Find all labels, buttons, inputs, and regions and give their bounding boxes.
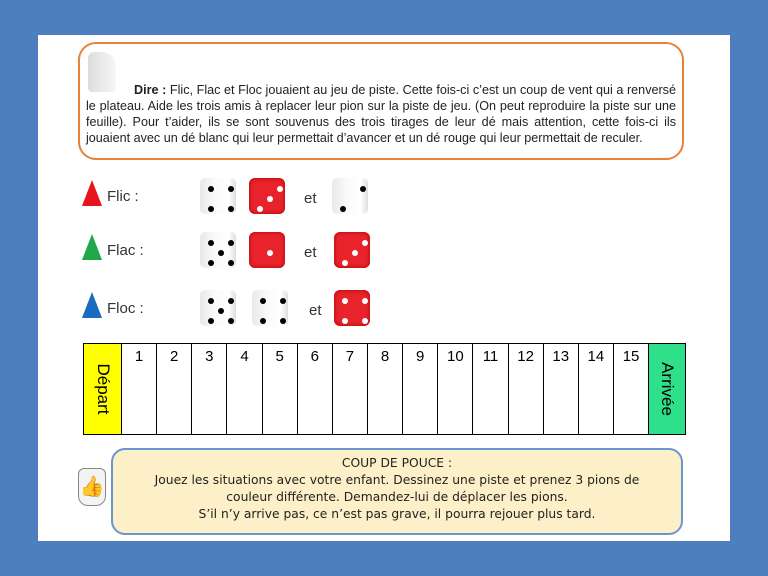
red-die-1 (249, 232, 285, 268)
die-pip (218, 250, 224, 256)
track-cell: 15 (614, 344, 649, 434)
red-die-3 (334, 232, 370, 268)
tip-line: couleur différente. Demandez-lui de déplacer les pions. (226, 490, 568, 504)
track-cell: 8 (368, 344, 403, 434)
track-cell: 10 (438, 344, 473, 434)
die-pip (360, 186, 366, 192)
track-cell: 2 (157, 344, 192, 434)
die-pip (208, 186, 214, 192)
instruction-box (78, 42, 684, 160)
player-name: Floc : (107, 300, 144, 317)
die-pip (208, 206, 214, 212)
die-pip (352, 250, 358, 256)
pawn-icon (82, 292, 102, 318)
worksheet-page (38, 35, 730, 541)
et-label: et (304, 190, 317, 207)
white-die-2 (332, 178, 368, 214)
die-pip (208, 318, 214, 324)
die-pip (257, 206, 263, 212)
player-row (82, 290, 402, 330)
pawn-icon (82, 234, 102, 260)
dire-body: Flic, Flac et Floc jouaient au jeu de piste. Cette fois-ci c’est un coup de vent qui a renversé le plateau. Aide les trois amis à replacer leur pion sur la piste de jeu. (On peut reproduire la piste sur une feuille). Pour t’aider, ils se sont souvenus des trois tirages de leur dé mais attention, cette fois-ci ils jouaient avec un dé blanc qui leur permettait d’avancer et un dé rouge qui leur permettait de reculer. (86, 83, 676, 145)
red-die-4 (334, 290, 370, 326)
die-pip (228, 186, 234, 192)
die-pip (228, 206, 234, 212)
die-pip (277, 186, 283, 192)
tip-box (111, 448, 683, 535)
die-pip (342, 318, 348, 324)
track-cell: 3 (192, 344, 227, 434)
die-pip (228, 260, 234, 266)
die-pip (228, 240, 234, 246)
track-cell: 14 (579, 344, 614, 434)
player-name: Flic : (107, 188, 139, 205)
die-pip (362, 298, 368, 304)
die-pip (267, 196, 273, 202)
die-pip (208, 260, 214, 266)
die-pip (340, 206, 346, 212)
player-row (82, 232, 402, 272)
track-end (649, 344, 685, 434)
die-pip (342, 260, 348, 266)
die-pip (267, 250, 273, 256)
die-pip (362, 240, 368, 246)
start-label: Départ (93, 363, 113, 415)
die-pip (228, 298, 234, 304)
track-cell: 4 (227, 344, 262, 434)
tip-line: S’il n’y arrive pas, ce n’est pas grave, il pourra rejouer plus tard. (198, 507, 596, 521)
track-start (84, 344, 122, 434)
die-pip (342, 298, 348, 304)
white-die-4 (200, 178, 236, 214)
track-cell: 7 (333, 344, 368, 434)
track-cell: 13 (544, 344, 579, 434)
white-die-5 (200, 290, 236, 326)
die-pip (208, 240, 214, 246)
tip-title: COUP DE POUCE : (341, 456, 453, 470)
tip-line: Jouez les situations avec votre enfant. Dessinez une piste et prenez 3 pions de (154, 473, 640, 487)
die-pip (280, 318, 286, 324)
et-label: et (309, 302, 322, 319)
pawn-icon (82, 180, 102, 206)
et-label: et (304, 244, 317, 261)
die-pip (260, 318, 266, 324)
dire-label: Dire : (134, 83, 167, 97)
die-pip (260, 298, 266, 304)
track-cell: 5 (263, 344, 298, 434)
game-track (83, 343, 686, 435)
white-die-5 (200, 232, 236, 268)
die-pip (280, 298, 286, 304)
red-die-3 (249, 178, 285, 214)
track-cell: 6 (298, 344, 333, 434)
player-name: Flac : (107, 242, 144, 259)
die-pip (208, 298, 214, 304)
player-row (82, 178, 402, 218)
track-cell: 1 (122, 344, 157, 434)
die-pip (218, 308, 224, 314)
end-label: Arrivée (658, 362, 678, 416)
instruction-text (86, 82, 676, 146)
white-die-4 (252, 290, 288, 326)
track-cell: 12 (509, 344, 544, 434)
die-pip (362, 318, 368, 324)
die-pip (228, 318, 234, 324)
track-cell: 9 (403, 344, 438, 434)
track-cell: 11 (473, 344, 508, 434)
thumbs-up-icon: 👍 (78, 468, 106, 506)
